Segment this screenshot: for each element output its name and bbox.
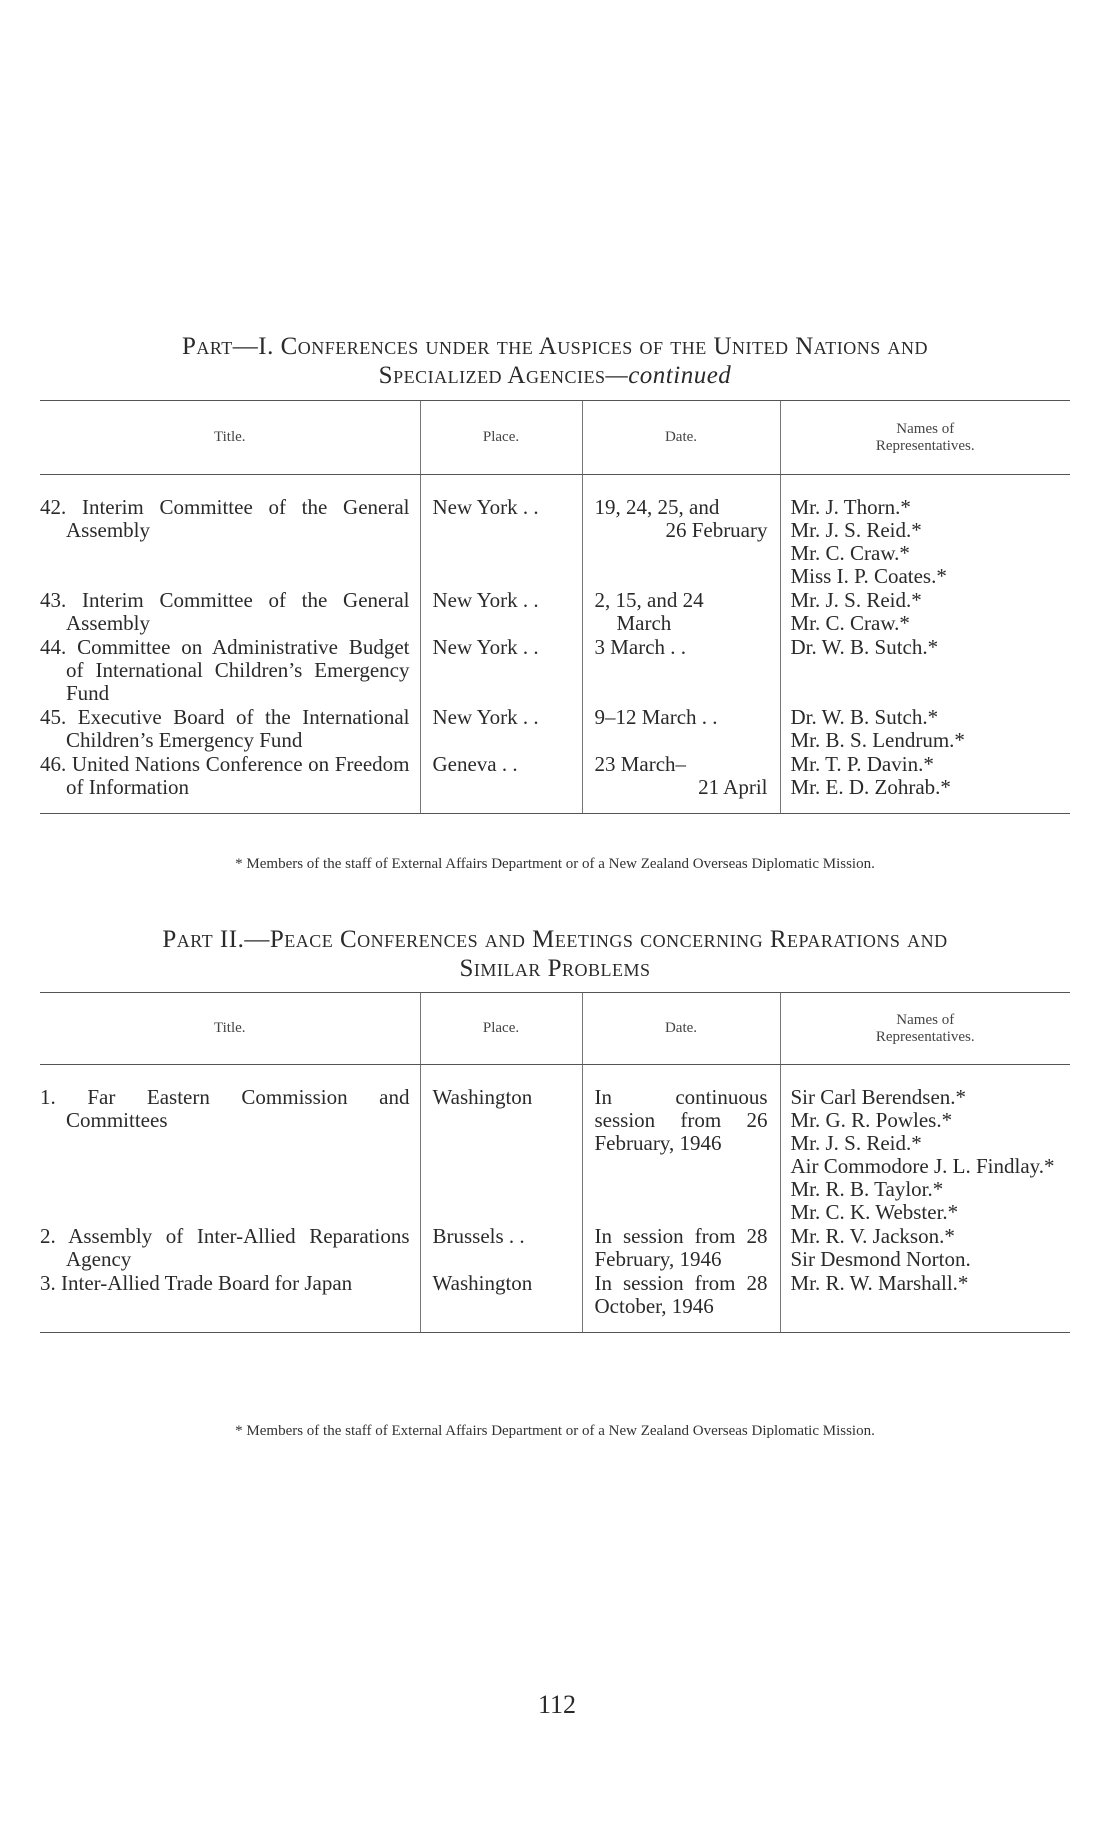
part2-heading [60,925,1050,983]
representative: Dr. W. B. Sutch.* [790,635,939,659]
representative: Mr. E. D. Zohrab.* [790,775,951,799]
row-title-text: Committee on Administrative Budget of International Children’s Emergency Fund [66,635,410,705]
row-date-line: 2, 15, and 24 [594,588,704,612]
part1-heading-line1: Part—I. Conferences under the Auspices of the United Nations and [181,333,929,360]
part2-heading-line2: Similar Problems [459,955,651,982]
row-place: Washington [420,1271,582,1318]
representative: Mr. G. R. Powles.* [790,1108,953,1132]
row-date-line: 23 March– [594,752,687,776]
row-representatives [780,752,1070,799]
row-date [582,635,780,705]
representative: Mr. B. S. Lendrum.* [790,728,965,752]
table-row [40,588,1070,635]
col-date-header: Date. [582,993,780,1065]
row-date [582,752,780,799]
row-number: 3. [40,1271,56,1295]
col-place-header: Place. [420,401,582,475]
representative: Mr. J. S. Reid.* [790,588,922,612]
part1-table [40,400,1070,814]
col-reps-header-line2: Representatives. [875,1028,975,1045]
part1-heading [60,332,1050,390]
col-reps-header [780,993,1070,1065]
representative: Mr. C. Craw.* [790,541,910,565]
row-number: 1. [40,1085,56,1109]
col-title-header: Title. [40,401,420,475]
row-title [40,1085,420,1224]
part2-heading-line1: Part II.—Peace Conferences and Meetings concerning Reparations and [162,926,948,953]
table-row [40,1085,1070,1224]
col-reps-header-line1: Names of [896,420,955,437]
representative: Sir Carl Berendsen.* [790,1085,967,1109]
row-representatives [780,1224,1070,1271]
representative: Mr. J. S. Reid.* [790,1131,922,1155]
row-representatives [780,635,1070,705]
representative: Mr. R. V. Jackson.* [790,1224,955,1248]
part1-footnote: * Members of the staff of External Affairs Department or of a New Zealand Overseas Diplomatic Mission. [235,856,875,872]
row-title [40,1224,420,1271]
row-place: New York . . [420,588,582,635]
representative: Mr. C. Craw.* [790,611,910,635]
row-title-text: Inter-Allied Trade Board for Japan [61,1271,353,1295]
row-representatives [780,495,1070,588]
part1-heading-line2 [60,361,1050,390]
row-number: 43. [40,588,67,612]
row-place: Brussels . . [420,1224,582,1271]
table-row [40,1271,1070,1318]
row-title-text: United Nations Conference on Freedom of Information [66,752,410,799]
table-row [40,495,1070,588]
row-number: 45. [40,705,67,729]
row-representatives [780,1271,1070,1318]
row-title-text: Executive Board of the International Children’s Emergency Fund [66,705,410,752]
part1-heading-agencies: Specialized Agencies [378,362,606,389]
row-title-text: Interim Committee of the General Assembly [66,495,410,542]
row-date: In session from 28 February, 1946 [582,1224,780,1271]
col-title-header: Title. [40,993,420,1065]
row-date-line: March [616,611,672,635]
part2-footnote: * Members of the staff of External Affairs Department or of a New Zealand Overseas Diplomatic Mission. [235,1423,875,1439]
row-title-text: Assembly of Inter-Allied Reparations Agency [66,1224,410,1271]
representative: Mr. R. W. Marshall.* [790,1271,969,1295]
representative: Air Commodore J. L. Findlay.* [790,1154,1055,1178]
row-title [40,752,420,799]
representative: Mr. C. K. Webster.* [790,1200,959,1224]
row-date [582,588,780,635]
table-row [40,752,1070,799]
row-place: New York . . [420,705,582,752]
row-number: 46. [40,752,67,776]
part1-heading-continued: —continued [605,362,732,389]
col-reps-header-line2: Representatives. [875,437,975,454]
col-reps-header-line1: Names of [896,1011,955,1028]
table-row [40,705,1070,752]
representative: Mr. J. S. Reid.* [790,518,922,542]
representative: Mr. T. P. Davin.* [790,752,934,776]
representative: Miss I. P. Coates.* [790,564,947,588]
part2-table [40,992,1070,1333]
row-representatives [780,705,1070,752]
page-number: 112 [537,1690,577,1719]
row-date-line: 9–12 March . . [594,705,718,729]
col-place-header: Place. [420,993,582,1065]
row-representatives [780,1085,1070,1224]
row-date [582,705,780,752]
row-date: In continuous session from 26 February, 1946 [582,1085,780,1224]
col-reps-header [780,401,1070,475]
row-date-line: 26 February [665,518,768,542]
row-number: 42. [40,495,67,519]
representative: Mr. R. B. Taylor.* [790,1177,944,1201]
col-date-header: Date. [582,401,780,475]
row-representatives [780,588,1070,635]
row-date-line: 21 April [698,775,768,799]
row-number: 44. [40,635,67,659]
row-title-text: Far Eastern Commission and Committees [66,1085,410,1132]
row-title [40,1271,420,1318]
row-place: Geneva . . [420,752,582,799]
row-title [40,635,420,705]
representative: Sir Desmond Norton. [790,1247,971,1271]
row-date-line: 19, 24, 25, and [594,495,720,519]
row-title [40,588,420,635]
row-place: New York . . [420,495,582,588]
row-date [582,495,780,588]
row-date: In session from 28 October, 1946 [582,1271,780,1318]
representative: Mr. J. Thorn.* [790,495,911,519]
row-title [40,705,420,752]
row-place: New York . . [420,635,582,705]
representative: Dr. W. B. Sutch.* [790,705,939,729]
row-number: 2. [40,1224,56,1248]
table-row [40,635,1070,705]
row-title [40,495,420,588]
table-row [40,1224,1070,1271]
row-place: Washington [420,1085,582,1224]
row-title-text: Interim Committee of the General Assembly [66,588,410,635]
row-date-line: 3 March . . [594,635,687,659]
